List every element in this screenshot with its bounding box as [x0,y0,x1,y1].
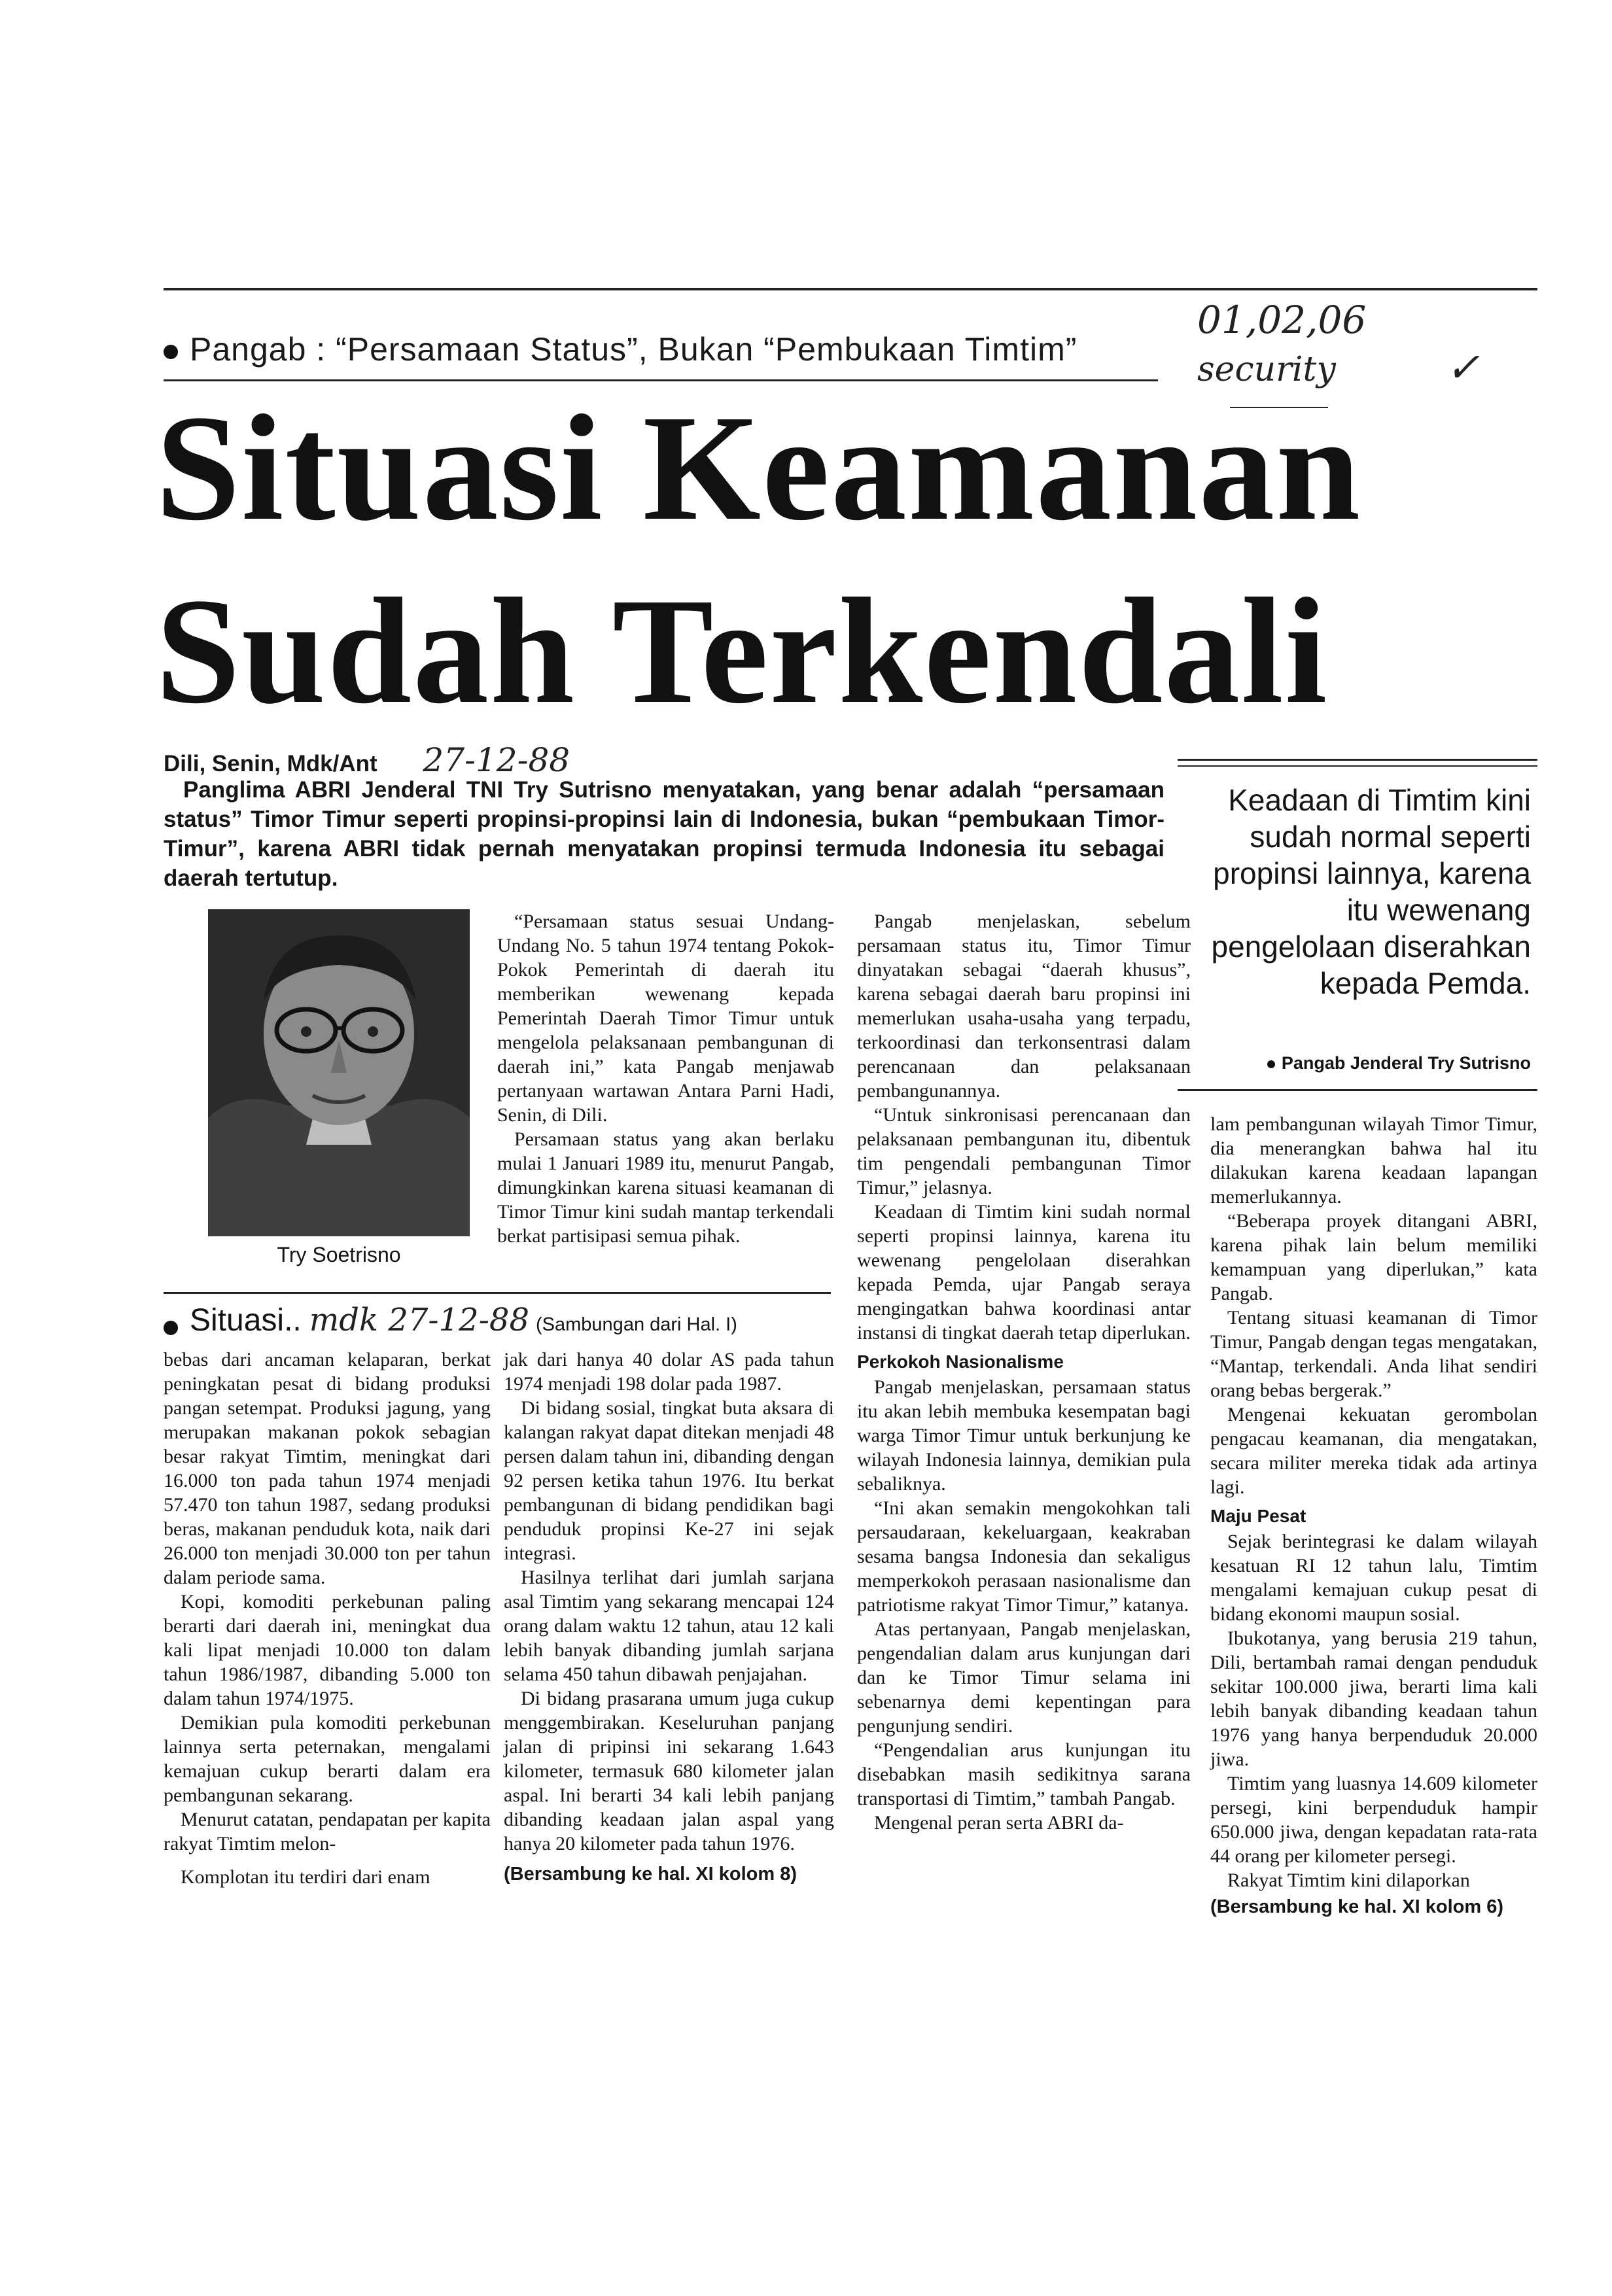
situasi-rule [164,1292,831,1294]
article-paragraph: Atas pertanyaan, Pangab menjelaskan, pengendalian dalam arus kunjungan dari dan ke Timor Timur selama ini sebenarnya demi kepentingan para pengunjung sendiri. [857,1618,1191,1737]
headline-line-1: Situasi Keamanan [156,384,1362,552]
pull-quote-attribution-text: Pangab Jenderal Try Sutrisno [1281,1053,1531,1073]
pull-quote-rule-bottom [1178,1089,1537,1091]
dateline [164,741,752,779]
continued-note-col4: (Bersambung ke hal. XI kolom 6) [1210,1896,1503,1917]
article-paragraph: Persamaan status yang akan berlaku mulai 1 Januari 1989 itu, menurut Pangab, dimungkinkan karena situasi keamanan di Timor Timur kini sudah mantap terkendali berkat partisipasi semua pihak. [497,1128,834,1247]
headline-line-2: Sudah Terkendali [156,567,1329,735]
lead-paragraph: Panglima ABRI Jenderal TNI Try Sutrisno menyatakan, yang benar adalah “persamaan status” Timor Timur seperti propinsi-propinsi lain di Indonesia, bukan “pembukaan Timor-Timur”, karena ABRI tidak pernah menyatakan propinsi termuda Indonesia itu sebagai daerah tertutup. [164,777,1165,891]
archive-date-annotation: 01,02,06 [1197,298,1367,342]
bullet-icon [1267,1060,1275,1068]
kicker-text: Pangab : “Persamaan Status”, Bukan “Pembukaan Timtim” [190,331,1078,368]
article-paragraph: “Beberapa proyek ditangani ABRI, karena pihak lain belum memiliki kemampuan yang diperlukan,” kata Pangab. [1210,1210,1537,1304]
continuation-date-annotation: mdk 27-12-88 [309,1302,530,1338]
article-paragraph: “Untuk sinkronisasi perencanaan dan pelaksanaan pembangunan itu, dibentuk tim pengendali pembangunan Timor Timur,” jelasnya. [857,1104,1191,1198]
article-paragraph: Sejak berintegrasi ke dalam wilayah kesatuan RI 12 tahun lalu, Timtim mengalami kemajuan cukup pesat di bidang ekonomi maupun sosial. [1210,1531,1537,1625]
top-rule [164,288,1537,290]
article-paragraph: Timtim yang luasnya 14.609 kilometer persegi, kini berpenduduk hampir 650.000 jiwa, dengan kepadatan rata-rata 44 orang per kilometer persegi. [1210,1773,1537,1867]
article-paragraph: Pangab menjelaskan, sebelum persamaan status itu, Timor Timur dinyatakan sebagai “daerah khusus”, karena sebagai daerah baru propinsi ini memerlukan usaha-usaha yang terpadu, terkoordinasi dan terkonsentrasi dalam perencanaan dan pelaksanaan pembangunannya. [857,911,1191,1102]
pull-quote-rule-top-2 [1178,765,1537,767]
situasi-label: Situasi.. [190,1303,302,1338]
continued-from-note: (Sambungan dari Hal. I) [536,1314,737,1335]
article-paragraph: Kopi, komoditi perkebunan paling berarti dari daerah ini, meningkat dua kali lipat menjadi 10.000 ton dalam tahun 1986/1987, dibanding 5.000 ton dalam tahun 1974/1975. [164,1591,491,1709]
article-paragraph: lam pembangunan wilayah Timor Timur, dia menerangkan bahwa hal itu dilakukan karena keadaan lapangan memerlukannya. [1210,1113,1537,1208]
article-paragraph: Demikian pula komoditi perkebunan lainnya serta peternakan, mengalami kemajuan cukup berarti dalam era pembangunan sekarang. [164,1712,491,1806]
check-mark-icon: ✓ [1446,343,1480,391]
kicker-line [164,330,1077,368]
dateline-date-annotation: 27-12-88 [423,741,570,779]
column-4 [1210,1112,1537,1919]
photo-caption: Try Soetrisno [277,1243,401,1266]
pull-quote: Keadaan di Timtim kini sudah normal seperti propinsi lainnya, karena itu wewenang pengelolaan diserahkan kepada Pemda. [1211,783,1531,1000]
portrait-photo [208,909,470,1236]
article-paragraph: Keadaan di Timtim kini sudah normal seperti propinsi lainnya, karena itu wewenang pengelolaan diserahkan kepada Pemda, ujar Pangab seraya mengingatkan bahwa koordinasi antar instansi di tingkat daerah tetap diperlukan. [857,1201,1191,1344]
article-paragraph: Mengenal peran serta ABRI da- [874,1812,1124,1834]
article-paragraph: jak dari hanya 40 dolar AS pada tahun 1974 menjadi 198 dolar pada 1987. [504,1349,834,1395]
article-paragraph: Mengenai kekuatan gerombolan pengacau keamanan, dia mengatakan, secara militer mereka tidak ada artinya lagi. [1210,1404,1537,1498]
article-paragraph: Menurut catatan, pendapatan per kapita rakyat Timtim melon- [164,1809,491,1854]
portrait-image [208,909,470,1236]
situasi-header [164,1302,844,1338]
article-paragraph: Pangab menjelaskan, persamaan status itu akan lebih membuka kesempatan bagi warga Timor Timur untuk berkunjung ke wilayah Indonesia lainnya, demikian pula sebaliknya. [857,1376,1191,1495]
column-1-bottom [164,1348,491,1889]
pull-quote-attribution [1197,1053,1531,1073]
article-paragraph: Rakyat Timtim kini dilaporkan [1227,1870,1470,1891]
article-paragraph: “Ini akan semakin mengokohkan tali persaudaraan, kekeluargaan, keakraban sesama bangsa Indonesia dan sekaligus memperkokoh perasaan nasionalisme dan patriotisme rakyat Timor Timur,” katanya. [857,1497,1191,1616]
column-2-top [497,909,834,1248]
article-paragraph: “Pengendalian arus kunjungan itu disebabkan masih sedikitnya sarana transportasi di Timtim,” tambah Pangab. [857,1739,1191,1809]
continued-note-col2: (Bersambung ke hal. XI kolom 8) [504,1864,797,1885]
article-paragraph: Tentang situasi keamanan di Timor Timur, Pangab dengan tegas mengatakan, “Mantap, terkendali. Anda lihat sendiri orang bebas bergerak.” [1210,1307,1537,1401]
column-2-bottom [504,1348,834,1887]
bullet-icon [164,345,178,359]
column-3 [857,909,1191,1835]
article-paragraph: Hasilnya terlihat dari jumlah sarjana asal Timtim yang sekarang mencapai 124 orang dalam waktu 12 tahun, atau 12 kali lebih banyak dibanding jumlah sarjana selama 450 tahun dibawah penjajahan. [504,1567,834,1685]
kicker-rule [164,379,1158,381]
dateline-text: Dili, Senin, Mdk/Ant [164,751,377,776]
article-paragraph: “Persamaan status sesuai Undang-Undang No. 5 tahun 1974 tentang Pokok-Pokok Pemerintah di daerah itu memberikan wewenang kepada Pemerintah Daerah Timor Timur untuk mengelola pelaksanaan pembangunan di daerah ini,” kata Pangab menjawab pertanyaan wartawan Antara Parni Hadi, Senin, di Dili. [497,911,834,1126]
article-paragraph: Di bidang sosial, tingkat buta aksara di kalangan rakyat dapat ditekan menjadi 48 persen dalam tahun ini, dibanding dengan 92 persen ketika tahun 1976. Itu berkat pembangunan di bidang pendidikan bagi penduduk propinsi Ke-27 ini sejak integrasi. [504,1397,834,1564]
article-paragraph: Ibukotanya, yang berusia 219 tahun, Dili, bertambah ramai dengan penduduk sekitar 100.000 jiwa, berarti lima kali lebih banyak dibanding keadaan tahun 1976 yang hanya berpenduduk 20.000 jiwa. [1210,1627,1537,1770]
subheading-maju-pesat: Maju Pesat [1210,1506,1306,1526]
archive-topic-annotation: security [1197,350,1336,389]
bullet-icon [164,1321,178,1335]
subheading-perkokoh-nasionalisme: Perkokoh Nasionalisme [857,1351,1064,1372]
article-paragraph: bebas dari ancaman kelaparan, berkat peningkatan pesat di bidang produksi pangan setempat. Produksi jagung, yang merupakan makanan pokok sebagian besar rakyat Timtim, meningkat dari 16.000 ton pada tahun 1974 menjadi 57.470 ton tahun 1987, sedang produksi beras, makanan penduduk kota, naik dari 26.000 ton menjadi 30.000 ton per tahun dalam periode sama. [164,1349,491,1588]
pull-quote-rule-top [1178,759,1537,761]
article-paragraph: Komplotan itu terdiri dari enam [181,1866,430,1888]
article-paragraph: Di bidang prasarana umum juga cukup menggembirakan. Keseluruhan panjang jalan di pripinsi ini sekarang 1.643 kilometer, termasuk 680 kilometer jalan aspal. Ini berarti 34 kali lebih panjang dibanding keadaan jalan aspal yang hanya 20 kilometer pada tahun 1976. [504,1688,834,1854]
